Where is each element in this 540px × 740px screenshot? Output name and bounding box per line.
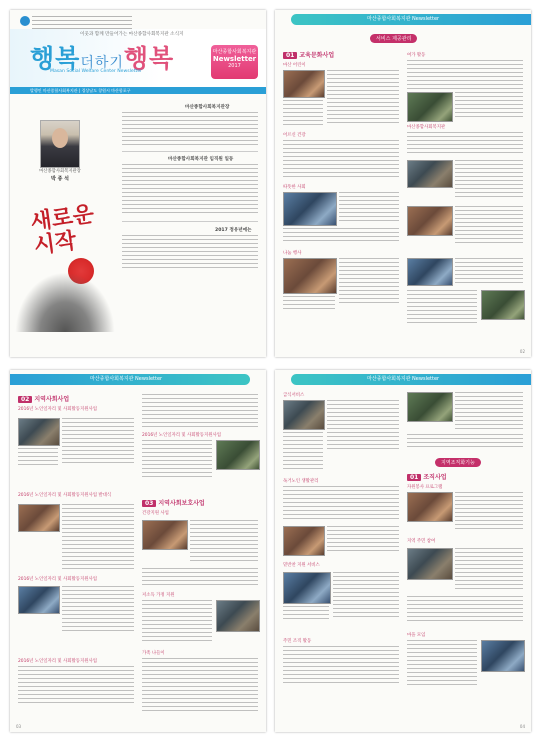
divider [122,151,258,152]
article-title: 2016년 노인일자리 및 사회활동지원사업 발대식 [18,493,112,498]
article-text [283,646,399,686]
article-text [283,486,399,522]
article-photo [407,160,453,188]
calligraphy-line-1: 새로운 [28,200,96,236]
section-pill: 서비스 제공관리 [370,34,417,43]
issue-strip [10,87,266,94]
chief-name: 박 종 석 [51,176,69,182]
article-text [62,418,134,466]
new-year-text-block [122,235,258,271]
article-title: 마을 모임 [407,633,426,638]
header-text: 마산종합사회복지관 Newsletter [367,16,440,22]
logo-icon [20,16,30,26]
article-title: 건강지원 사업 [142,511,169,516]
article-title: 2016년 노인일자리 및 사회활동지원사업 [142,433,221,438]
column-heading-3: 2017 정유년에는 [215,228,252,233]
article-photo [216,600,260,632]
article-text [407,434,523,450]
section-title-text: 조직사업 [423,474,447,481]
article-title: 여가 활동 [407,53,426,58]
article-title: 독거노인 생활관리 [283,479,319,484]
article-photo [407,548,453,580]
badge-label: Newsletter [212,55,257,63]
article-text [283,606,329,620]
article-photo [407,92,453,122]
article-text [455,160,523,200]
article-text [142,568,258,586]
article-text [62,586,134,634]
article-text [62,504,134,570]
chief-caption: 마산종합사회복지관장 [39,169,81,174]
greeting-text-block [122,112,258,146]
article-text [283,296,335,310]
article-photo [18,418,60,446]
article-text [455,548,523,592]
calligraphy-line-2: 시작 [32,227,78,260]
article-title: 주민 조직 활동 [283,639,312,644]
page-number: 02 [519,349,525,354]
staff-text-block [122,164,258,216]
newsletter-page-3 [10,370,266,732]
article-text [333,572,399,620]
article-text [327,526,399,554]
divider [122,221,258,222]
column-heading-1: 마산종합사회복지관장 [185,105,230,110]
article-text [407,640,477,688]
badge-year: 2017 [228,63,241,69]
article-title: 급식서비스 [283,393,305,398]
article-title: 2016년 노인일자리 및 사회활동지원사업 [18,407,97,412]
column-heading-2: 마산종합사회복지관 임직원 일동 [168,157,234,162]
publisher-info-lines [32,16,132,30]
article-text [339,258,399,304]
section-title: 01 조직사업 [407,472,447,481]
article-title: 2016년 노인일자리 및 사회활동지원사업 [18,659,97,664]
article-text [455,206,523,246]
article-text [18,666,134,706]
article-text [142,600,212,644]
header-text: 마산종합사회복지관 Newsletter [367,376,440,382]
article-text [283,100,323,126]
newsletter-page-2 [275,10,531,357]
newsletter-page-4 [275,370,531,732]
article-photo [407,492,453,522]
section-title-text: 교육문화사업 [299,52,335,59]
article-photo [407,258,453,286]
article-photo [407,392,453,422]
article-title: 마산종합사회복지관 [407,125,446,130]
page-number: 04 [519,724,525,729]
article-title: 2016년 노인일자리 및 사회활동지원사업 [18,577,97,582]
article-title: 마산 어린이 [283,63,306,68]
title-part-3: 행복 [123,44,175,73]
article-title: 지역 주민 참여 [407,539,436,544]
article-photo [283,258,337,294]
ink-mountain-illustration [15,272,115,332]
chief-photo [40,120,80,168]
page-number: 03 [16,724,22,729]
article-text [407,132,523,156]
title-part-1: 행복 [30,44,81,73]
article-title: 밑반찬 지원 서비스 [283,563,320,568]
newsletter-cover-page [10,10,266,357]
issue-strip-text: 발행인 마산종합사회복지관 | 경상남도 창원시 마산합포구 [30,88,131,93]
newsletter-badge [211,45,258,79]
article-photo [283,526,325,556]
section-title: 01 교육문화사업 [283,50,334,59]
article-text [455,258,523,284]
article-photo [481,640,525,672]
section-title: 02 지역사회사업 [18,394,69,403]
article-photo [283,70,325,98]
article-title: 저소득 가정 지원 [142,593,175,598]
article-photo [481,290,525,320]
article-text [142,658,258,712]
section-title-text: 지역사회보호사업 [158,500,205,507]
article-photo [283,192,337,226]
section-pill: 지역조직화기능 [435,458,481,467]
header-text: 마산종합사회복지관 Newsletter [90,376,163,382]
article-photo [142,520,188,550]
article-text [190,520,258,564]
section-title: 03 지역사회보호사업 [142,498,205,507]
article-text [339,192,399,224]
article-text [407,60,523,90]
article-text [407,290,477,324]
article-text [283,432,323,472]
masthead-english: Masan Social Welfare Center Newsletter [50,69,143,74]
article-title: 자원봉사 프로그램 [407,485,443,490]
article-text [142,440,212,480]
calligraphy-text [29,202,99,258]
article-text [407,596,523,624]
title-part-2: 더하기 [80,55,124,71]
article-title: 어르신 건강 [283,133,306,138]
article-photo [216,440,260,470]
article-text [18,448,58,466]
article-title: 가족 나들이 [142,651,165,656]
article-text [327,70,399,126]
article-text [142,394,258,428]
article-text [455,492,523,532]
article-text [327,400,399,450]
article-photo [407,206,453,236]
badge-org: 마산종합사회복지관 [212,49,257,55]
chief-face [52,128,68,148]
article-text [455,92,523,120]
article-title: 따뜻한 사회 [283,185,306,190]
article-photo [283,572,331,604]
article-photo [283,400,325,430]
article-photo [18,504,60,532]
section-title-text: 지역사회사업 [34,396,70,403]
article-text [283,228,399,244]
article-text [455,392,523,432]
article-text [283,140,399,180]
article-photo [18,586,60,614]
article-title: 나눔 행사 [283,251,302,256]
masthead-subtitle: 이웃과 함께 만들어가는 마산종합사회복지관 소식지 [80,32,184,37]
